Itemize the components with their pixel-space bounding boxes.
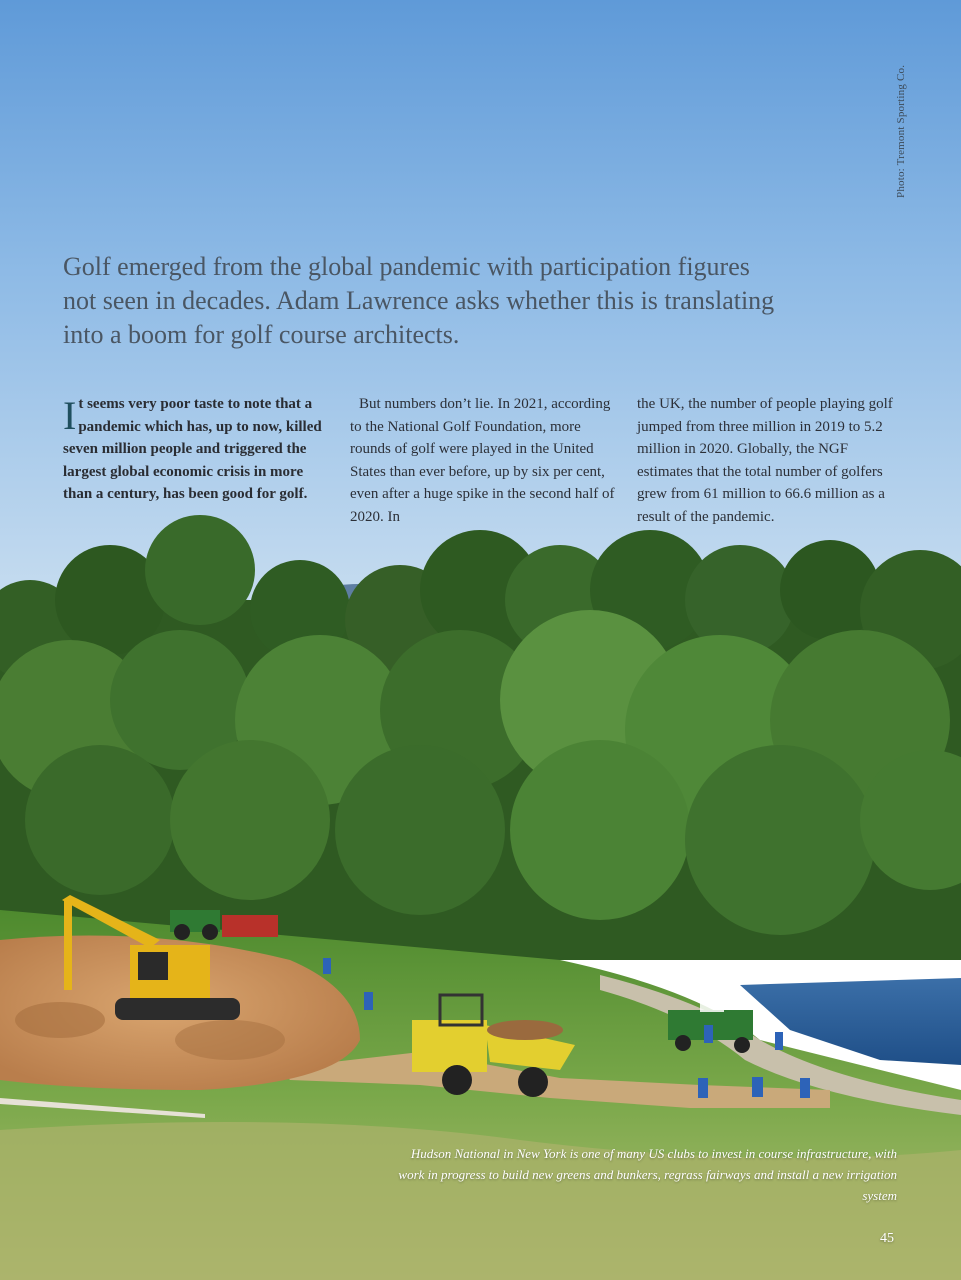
page-number: 45	[880, 1231, 894, 1246]
body-column-2: But numbers don’t lie. In 2021, according to the National Golf Foundation, more rounds of golf were played in the United States than ever before, up by six per cent, even after a huge spike in the second half of 2020. In	[350, 396, 615, 525]
drop-cap: I	[63, 393, 77, 438]
photo-caption: Hudson National in New York is one of many US clubs to invest in course infrastructure, with work in progress to build new greens and bunkers, regrass fairways and install a new irrigation system	[398, 1146, 897, 1203]
photo-credit: Photo: Tremont Sporting Co.	[895, 64, 907, 198]
body-column-3: the UK, the number of people playing golf jumped from three million in 2019 to 5.2 million in 2020. Globally, the NGF estimates that the total number of golfers grew from 61 million to 66.6 million as a result of the pandemic.	[637, 396, 893, 525]
intro-paragraph	[63, 393, 325, 506]
tree-canopy	[0, 515, 961, 960]
standfirst: Golf emerged from the global pandemic with participation figures not seen in decades. Adam Lawrence asks whether this is translating into a boom for golf course architects.	[63, 252, 775, 349]
intro-text: t seems very poor taste to note that a pandemic which has, up to now, killed seven million people and triggered the largest global economic crisis in more than a century, has been good for golf.	[63, 396, 322, 503]
